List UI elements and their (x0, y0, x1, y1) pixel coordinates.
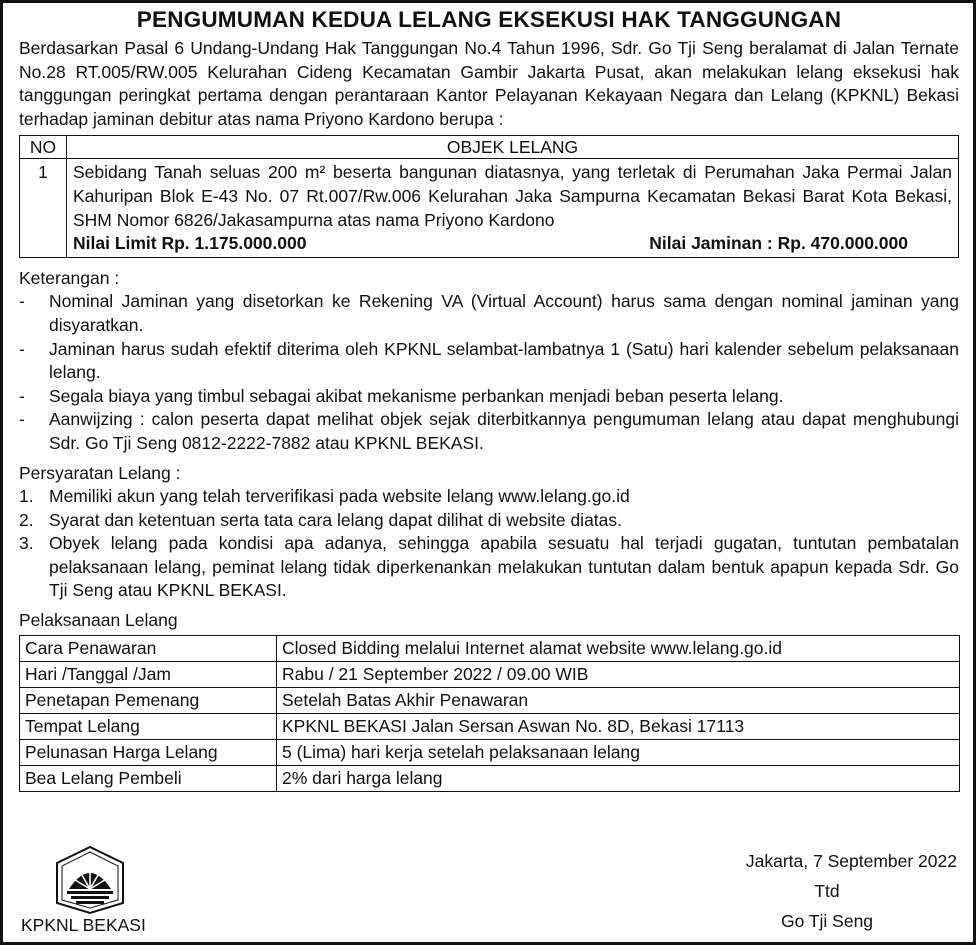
list-item: - Nominal Jaminan yang disetorkan ke Rekening VA (Virtual Account) harus sama dengan nominal jaminan yang disyaratkan. (19, 291, 959, 335)
table-row: Cara Penawaran Closed Bidding melalui Internet alamat website www.lelang.go.id (20, 635, 960, 661)
deposit-value: Nilai Jaminan : Rp. 470.000.000 (649, 233, 908, 254)
object-no: 1 (20, 159, 67, 257)
list-item: 1. Memiliki akun yang telah terverifikasi pada website lelang www.lelang.go.id (19, 486, 630, 507)
object-table (19, 135, 959, 257)
table-row: Penetapan Pemenang Setelah Batas Akhir Penawaran (20, 687, 960, 713)
requirements-title: Persyaratan Lelang : (19, 462, 181, 483)
object-cell (67, 159, 959, 257)
dash-marker: - (19, 385, 25, 406)
requirements-list (19, 485, 959, 603)
dash-marker: - (19, 409, 25, 430)
announcement-title: PENGUMUMAN KEDUA LELANG EKSEKUSI HAK TANGGUNGAN (136, 7, 842, 32)
table-row: Pelunasan Harga Lelang 5 (Lima) hari kerja setelah pelaksanaan lelang (20, 739, 960, 765)
list-item: - Aanwijzing : calon peserta dapat melihat objek sejak diterbitkannya pengumuman lelang atau dapat menghubungi Sdr. Go Tji Seng 0812-2222-7882 atau KPKNL BEKASI. (19, 409, 959, 453)
place-date: Jakarta, 7 September 2022 (745, 851, 957, 871)
table-row: Bea Lelang Pembeli 2% dari harga lelang (20, 765, 960, 791)
notes-list (19, 290, 959, 455)
list-item: - Segala biaya yang timbul sebagai akibat mekanisme perbankan menjadi beban peserta lelang. (19, 385, 959, 409)
execution-table (19, 635, 960, 792)
signature-block (697, 846, 957, 936)
intro-paragraph: Berdasarkan Pasal 6 Undang-Undang Hak Tanggungan No.4 Tahun 1996, Sdr. Go Tji Seng beralamat di Jalan Ternate No.28 RT.005/RW.005 Kelurahan Cideng Kecamatan Gambir Jakarta Pusat, akan melakukan lelang eksekusi hak tanggungan peringkat pertama dengan perantaraan Kantor Pelayanan Kekayaan Negara dan Lelang (KPKNL) Bekasi terhadap jaminan debitur atas nama Priyono Kardono berupa : (19, 38, 959, 129)
dash-marker: - (19, 291, 25, 312)
table-row: Tempat Lelang KPKNL BEKASI Jalan Sersan Aswan No. 8D, Bekasi 17113 (20, 713, 960, 739)
dash-marker: - (19, 338, 25, 359)
ttd-mark: Ttd (814, 881, 840, 901)
object-description: Sebidang Tanah seluas 200 m² beserta bangunan diatasnya, yang terletak di Perumahan Jaka Permai Jalan Kahuripan Blok E-43 No. 07 Rt.007/Rw.006 Kelurahan Jaka Sampurna Kecamatan Bekasi Barat Kota Bekasi, SHM Nomor 6826/Jakasampurna atas nama Priyono Kardono (73, 162, 952, 230)
notes-title: Keterangan : (19, 267, 120, 288)
org-name: KPKNL BEKASI (21, 915, 146, 935)
footer (19, 843, 959, 943)
list-item: 2. Syarat dan ketentuan serta tata cara lelang dapat dilihat di website diatas. (19, 509, 623, 530)
signer-name: Go Tji Seng (780, 911, 874, 931)
object-table-header (20, 136, 959, 159)
execution-title: Pelaksanaan Lelang (19, 610, 178, 631)
ministry-of-finance-emblem-icon (49, 845, 131, 915)
header-object: OBJEK LELANG (67, 136, 959, 159)
object-values (73, 232, 952, 256)
table-row: Hari /Tanggal /Jam Rabu / 21 September 2022 / 09.00 WIB (20, 661, 960, 687)
table-row (20, 159, 959, 257)
limit-value: Nilai Limit Rp. 1.175.000.000 (73, 233, 307, 254)
list-item: 3. Obyek lelang pada kondisi apa adanya, sehingga apabila sesuatu hal terjadi gugatan, tuntutan pembatalan pelaksanaan lelang, peminat lelang tidak diperkenankan melakukan tuntutan dalam bentuk apapun kepada Sdr. Go Tji Seng atau KPKNL BEKASI. (19, 533, 959, 601)
list-item: - Jaminan harus sudah efektif diterima oleh KPKNL selambat-lambatnya 1 (Satu) hari kalender sebelum pelaksanaan lelang. (19, 338, 959, 383)
header-no: NO (20, 136, 67, 159)
